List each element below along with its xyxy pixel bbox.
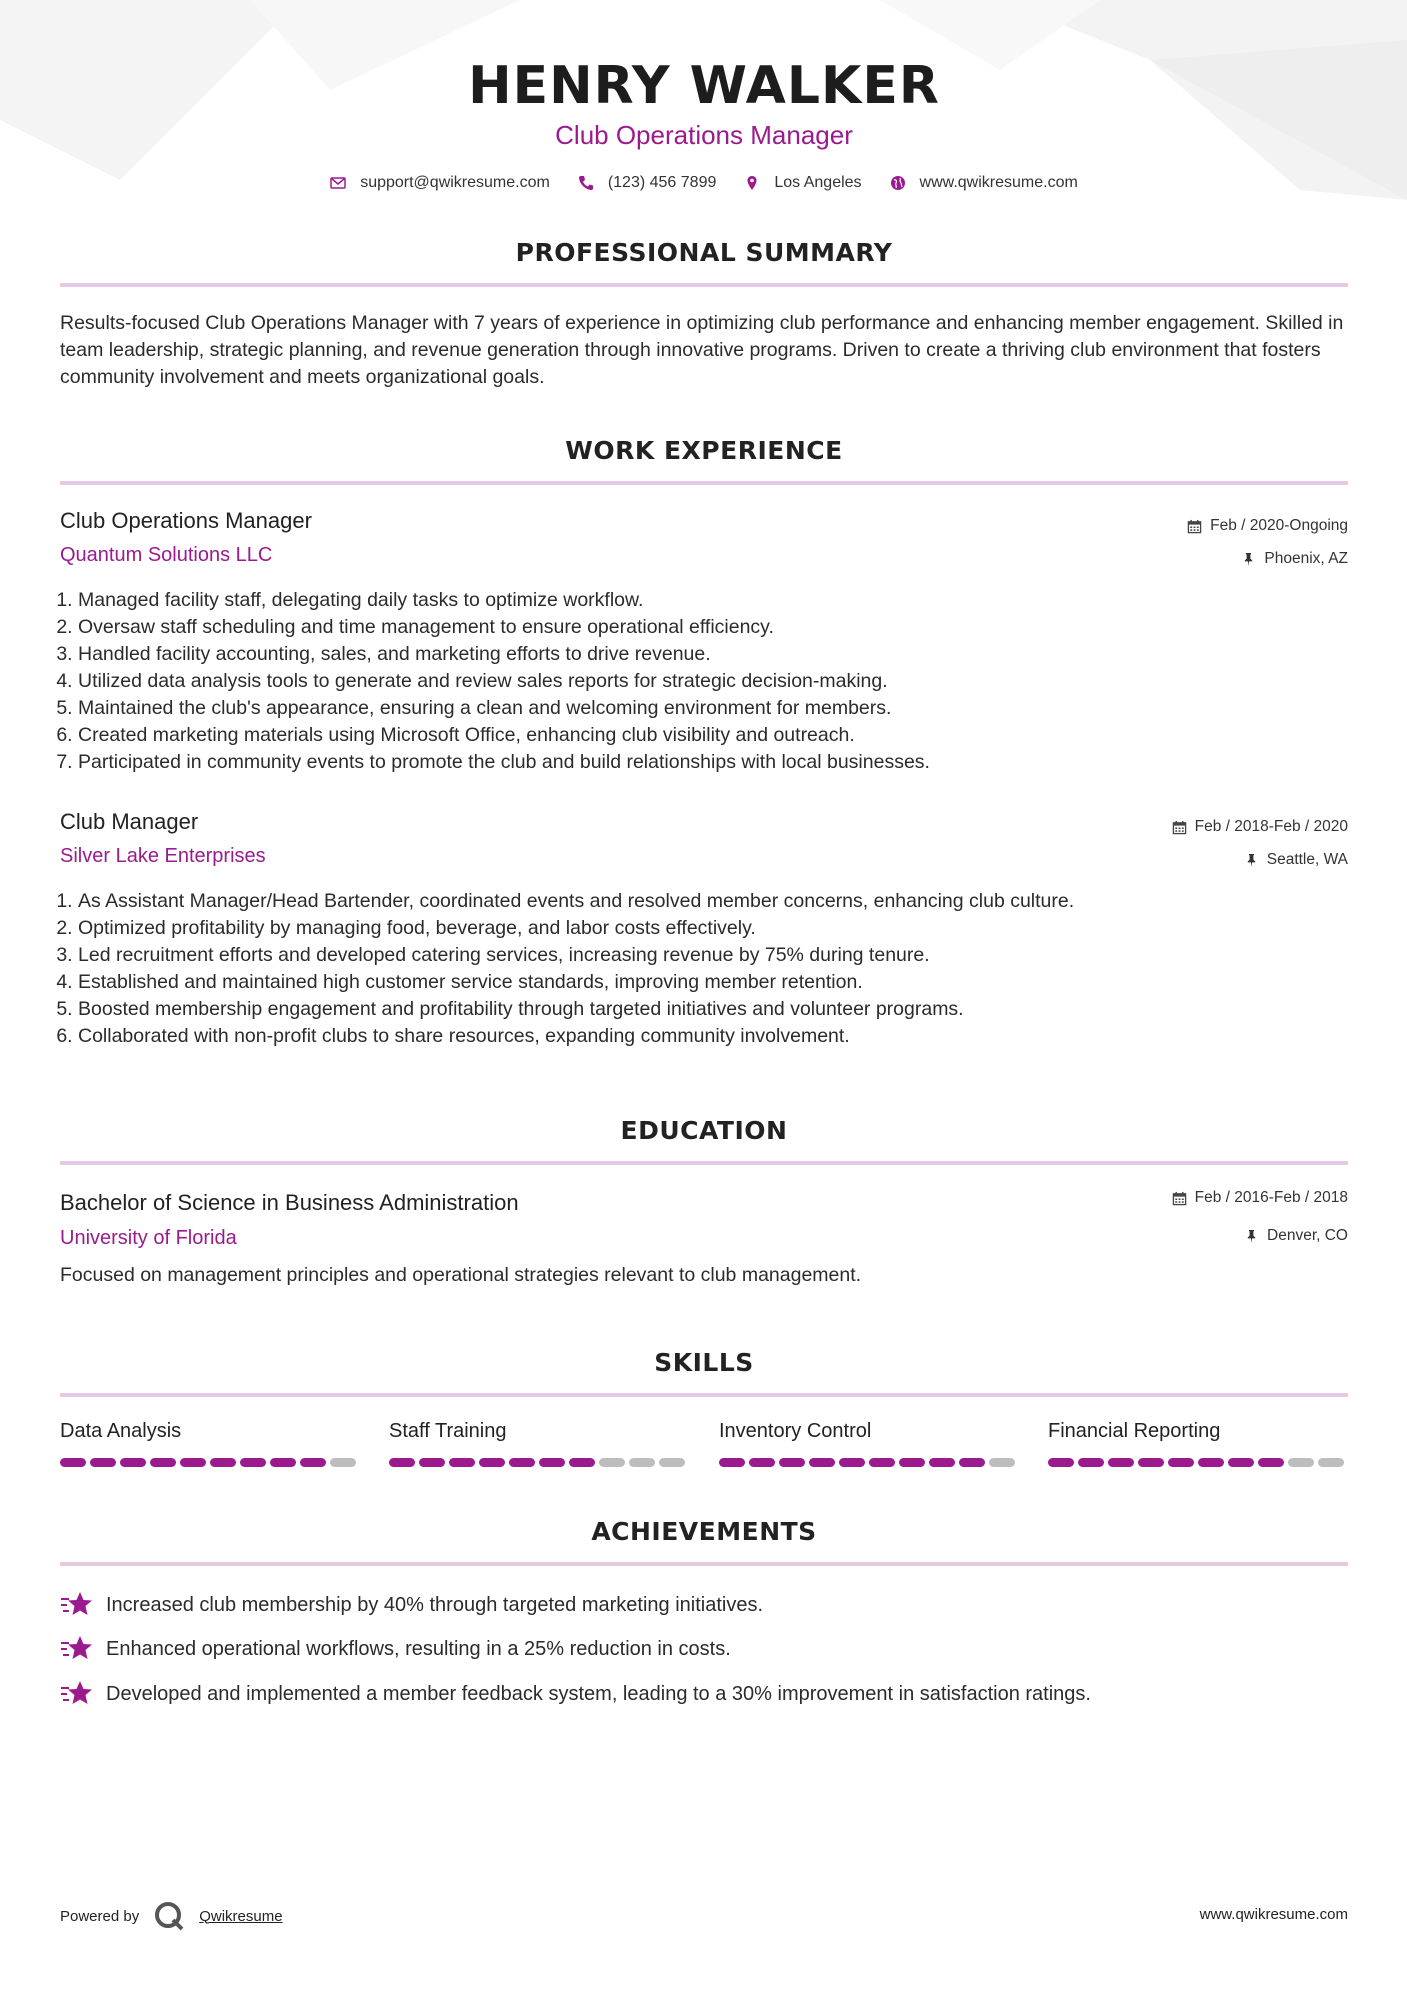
skill-level-segment — [749, 1458, 775, 1467]
skill-level-segment — [479, 1458, 505, 1467]
contact-location — [744, 174, 861, 192]
achievement-text: Increased club membership by 40% through targeted marketing initiatives. — [106, 1593, 764, 1616]
skill-level-segment — [719, 1458, 745, 1467]
skill-level-segment — [90, 1458, 116, 1467]
skill-level-segment — [569, 1458, 595, 1467]
candidate-name: HENRY WALKER — [468, 56, 940, 116]
envelope-icon — [330, 175, 346, 191]
job-2-location — [1244, 851, 1348, 869]
achievements-divider — [60, 1562, 1348, 1566]
achievements-heading: ACHIEVEMENTS — [591, 1517, 817, 1546]
contact-phone[interactable] — [578, 174, 717, 192]
skill-level-segment — [1318, 1458, 1344, 1467]
calendar-icon — [1187, 519, 1202, 534]
achievement-text: Developed and implemented a member feedback system, leading to a 30% improvement in satisfaction ratings. — [106, 1682, 1091, 1705]
pushpin-icon — [1241, 552, 1256, 567]
skills-divider — [60, 1393, 1348, 1397]
skill-name: Staff Training — [389, 1420, 507, 1442]
skill-level-segment — [1258, 1458, 1284, 1467]
achievement-text: Enhanced operational workflows, resulting in a 25% reduction in costs. — [106, 1637, 731, 1660]
education-location-text: Denver, CO — [1267, 1227, 1348, 1244]
star-icon — [60, 1679, 94, 1709]
job-2-company: Silver Lake Enterprises — [60, 845, 266, 867]
job-1-location-text: Phoenix, AZ — [1264, 550, 1348, 567]
qwikresume-link[interactable]: Qwikresume — [199, 1907, 283, 1925]
candidate-role: Club Operations Manager — [555, 120, 853, 150]
contact-phone-text: (123) 456 7899 — [607, 174, 717, 191]
footer-powered-by — [60, 1900, 283, 1932]
job-2-duties — [60, 888, 1366, 1050]
star-icon — [60, 1590, 94, 1620]
skill-level-bar — [60, 1458, 360, 1467]
job-2-title: Club Manager — [60, 809, 199, 834]
skill-level-segment — [330, 1458, 356, 1467]
skill-level-segment — [929, 1458, 955, 1467]
skill-level-segment — [300, 1458, 326, 1467]
skill-level-bar — [719, 1458, 1019, 1467]
globe-icon — [890, 175, 906, 191]
skill-level-segment — [839, 1458, 865, 1467]
job-1-dates-text: Feb / 2020-Ongoing — [1210, 517, 1348, 534]
skill-item — [60, 1420, 360, 1467]
duty-item: 4. Utilized data analysis tools to generate and review sales reports for strategic decision-making. — [78, 668, 1366, 695]
contact-website-text: www.qwikresume.com — [919, 174, 1078, 191]
map-pin-icon — [744, 175, 760, 191]
skill-level-bar — [1048, 1458, 1348, 1467]
duty-item: 3. Led recruitment efforts and developed catering services, increasing revenue by 75% during tenure. — [78, 942, 1366, 969]
skill-level-segment — [389, 1458, 415, 1467]
skill-level-segment — [539, 1458, 565, 1467]
duty-item: 6. Collaborated with non-profit clubs to share resources, expanding community involvement. — [78, 1023, 1366, 1050]
contact-email-text: support@qwikresume.com — [360, 174, 550, 191]
skill-level-segment — [1198, 1458, 1224, 1467]
contact-email[interactable] — [330, 174, 550, 192]
skill-level-segment — [419, 1458, 445, 1467]
skill-level-segment — [210, 1458, 236, 1467]
education-degree: Bachelor of Science in Business Administration — [60, 1190, 519, 1215]
duty-item: 1. Managed facility staff, delegating daily tasks to optimize workflow. — [78, 587, 1366, 614]
skill-level-segment — [180, 1458, 206, 1467]
skill-level-segment — [150, 1458, 176, 1467]
education-description: Focused on management principles and operational strategies relevant to club management. — [60, 1264, 862, 1286]
duty-item: 5. Maintained the club's appearance, ensuring a clean and welcoming environment for members. — [78, 695, 1366, 722]
education-school: University of Florida — [60, 1227, 237, 1249]
skill-level-segment — [629, 1458, 655, 1467]
contact-website[interactable] — [890, 174, 1078, 192]
skill-level-segment — [1168, 1458, 1194, 1467]
powered-by-label: Powered by — [60, 1907, 140, 1925]
skill-level-segment — [959, 1458, 985, 1467]
experience-divider — [60, 481, 1348, 485]
skill-level-segment — [240, 1458, 266, 1467]
job-2-dates — [1172, 818, 1348, 836]
education-location — [1244, 1227, 1348, 1245]
duty-item: 5. Boosted membership engagement and profitability through targeted initiatives and volunteer programs. — [78, 996, 1366, 1023]
duty-item: 3. Handled facility accounting, sales, and marketing efforts to drive revenue. — [78, 641, 1366, 668]
skill-level-segment — [449, 1458, 475, 1467]
job-2-dates-text: Feb / 2018-Feb / 2020 — [1194, 818, 1348, 835]
skill-level-bar — [389, 1458, 689, 1467]
duty-item: 4. Established and maintained high customer service standards, improving member retention. — [78, 969, 1366, 996]
contact-location-text: Los Angeles — [774, 174, 862, 191]
skill-level-segment — [60, 1458, 86, 1467]
education-dates-text: Feb / 2016-Feb / 2018 — [1194, 1189, 1348, 1206]
job-1-title: Club Operations Manager — [60, 508, 312, 533]
skill-level-segment — [899, 1458, 925, 1467]
skill-level-segment — [1048, 1458, 1074, 1467]
contact-bar — [60, 174, 1348, 192]
duty-item: 2. Oversaw staff scheduling and time management to ensure operational efficiency. — [78, 614, 1366, 641]
skills-heading: SKILLS — [654, 1348, 754, 1377]
education-divider — [60, 1161, 1348, 1165]
skill-name: Data Analysis — [60, 1420, 182, 1442]
duty-item: 7. Participated in community events to promote the club and build relationships with local businesses. — [78, 749, 1366, 776]
skill-name: Inventory Control — [719, 1420, 872, 1442]
achievement-item — [60, 1634, 731, 1664]
skill-level-segment — [509, 1458, 535, 1467]
achievement-item — [60, 1590, 763, 1620]
duty-item: 6. Created marketing materials using Microsoft Office, enhancing club visibility and outreach. — [78, 722, 1366, 749]
pushpin-icon — [1244, 853, 1259, 868]
skill-level-segment — [1288, 1458, 1314, 1467]
summary-heading: PROFESSIONAL SUMMARY — [515, 238, 893, 267]
education-heading: EDUCATION — [620, 1116, 788, 1145]
skill-level-segment — [989, 1458, 1015, 1467]
summary-divider — [60, 283, 1348, 287]
pushpin-icon — [1244, 1229, 1259, 1244]
experience-heading: WORK EXPERIENCE — [565, 436, 843, 465]
skill-level-segment — [1078, 1458, 1104, 1467]
star-icon — [60, 1634, 94, 1664]
skill-level-segment — [809, 1458, 835, 1467]
achievement-item — [60, 1679, 1091, 1709]
footer-website[interactable]: www.qwikresume.com — [1199, 1906, 1348, 1923]
phone-icon — [578, 175, 594, 191]
job-2-location-text: Seattle, WA — [1266, 851, 1348, 868]
duty-item: 1. As Assistant Manager/Head Bartender, coordinated events and resolved member concerns, enhancing club culture. — [78, 888, 1366, 915]
skill-level-segment — [659, 1458, 685, 1467]
job-1-location — [1241, 550, 1348, 568]
job-1-company: Quantum Solutions LLC — [60, 544, 273, 566]
skill-level-segment — [120, 1458, 146, 1467]
summary-text: Results-focused Club Operations Manager with 7 years of experience in optimizing club performance and enhancing member engagement. Skilled in team leadership, strategic planning, and revenue generation through innovative programs. Driven to create a thriving club environment that fosters community involvement and meets organizational goals. — [60, 312, 1344, 388]
job-1-duties — [60, 587, 1366, 776]
education-dates — [1172, 1189, 1348, 1207]
skill-level-segment — [869, 1458, 895, 1467]
skill-item — [719, 1420, 1019, 1467]
skill-level-segment — [599, 1458, 625, 1467]
skill-name: Financial Reporting — [1048, 1420, 1221, 1442]
skill-item — [1048, 1420, 1348, 1467]
skill-level-segment — [1228, 1458, 1254, 1467]
skill-level-segment — [779, 1458, 805, 1467]
calendar-icon — [1172, 820, 1187, 835]
duty-item: 2. Optimized profitability by managing food, beverage, and labor costs effectively. — [78, 915, 1366, 942]
skill-level-segment — [1108, 1458, 1134, 1467]
job-1-dates — [1187, 517, 1348, 535]
qwikresume-logo-icon — [153, 1900, 185, 1932]
calendar-icon — [1172, 1191, 1187, 1206]
skill-item — [389, 1420, 689, 1467]
skill-level-segment — [1138, 1458, 1164, 1467]
skill-level-segment — [270, 1458, 296, 1467]
